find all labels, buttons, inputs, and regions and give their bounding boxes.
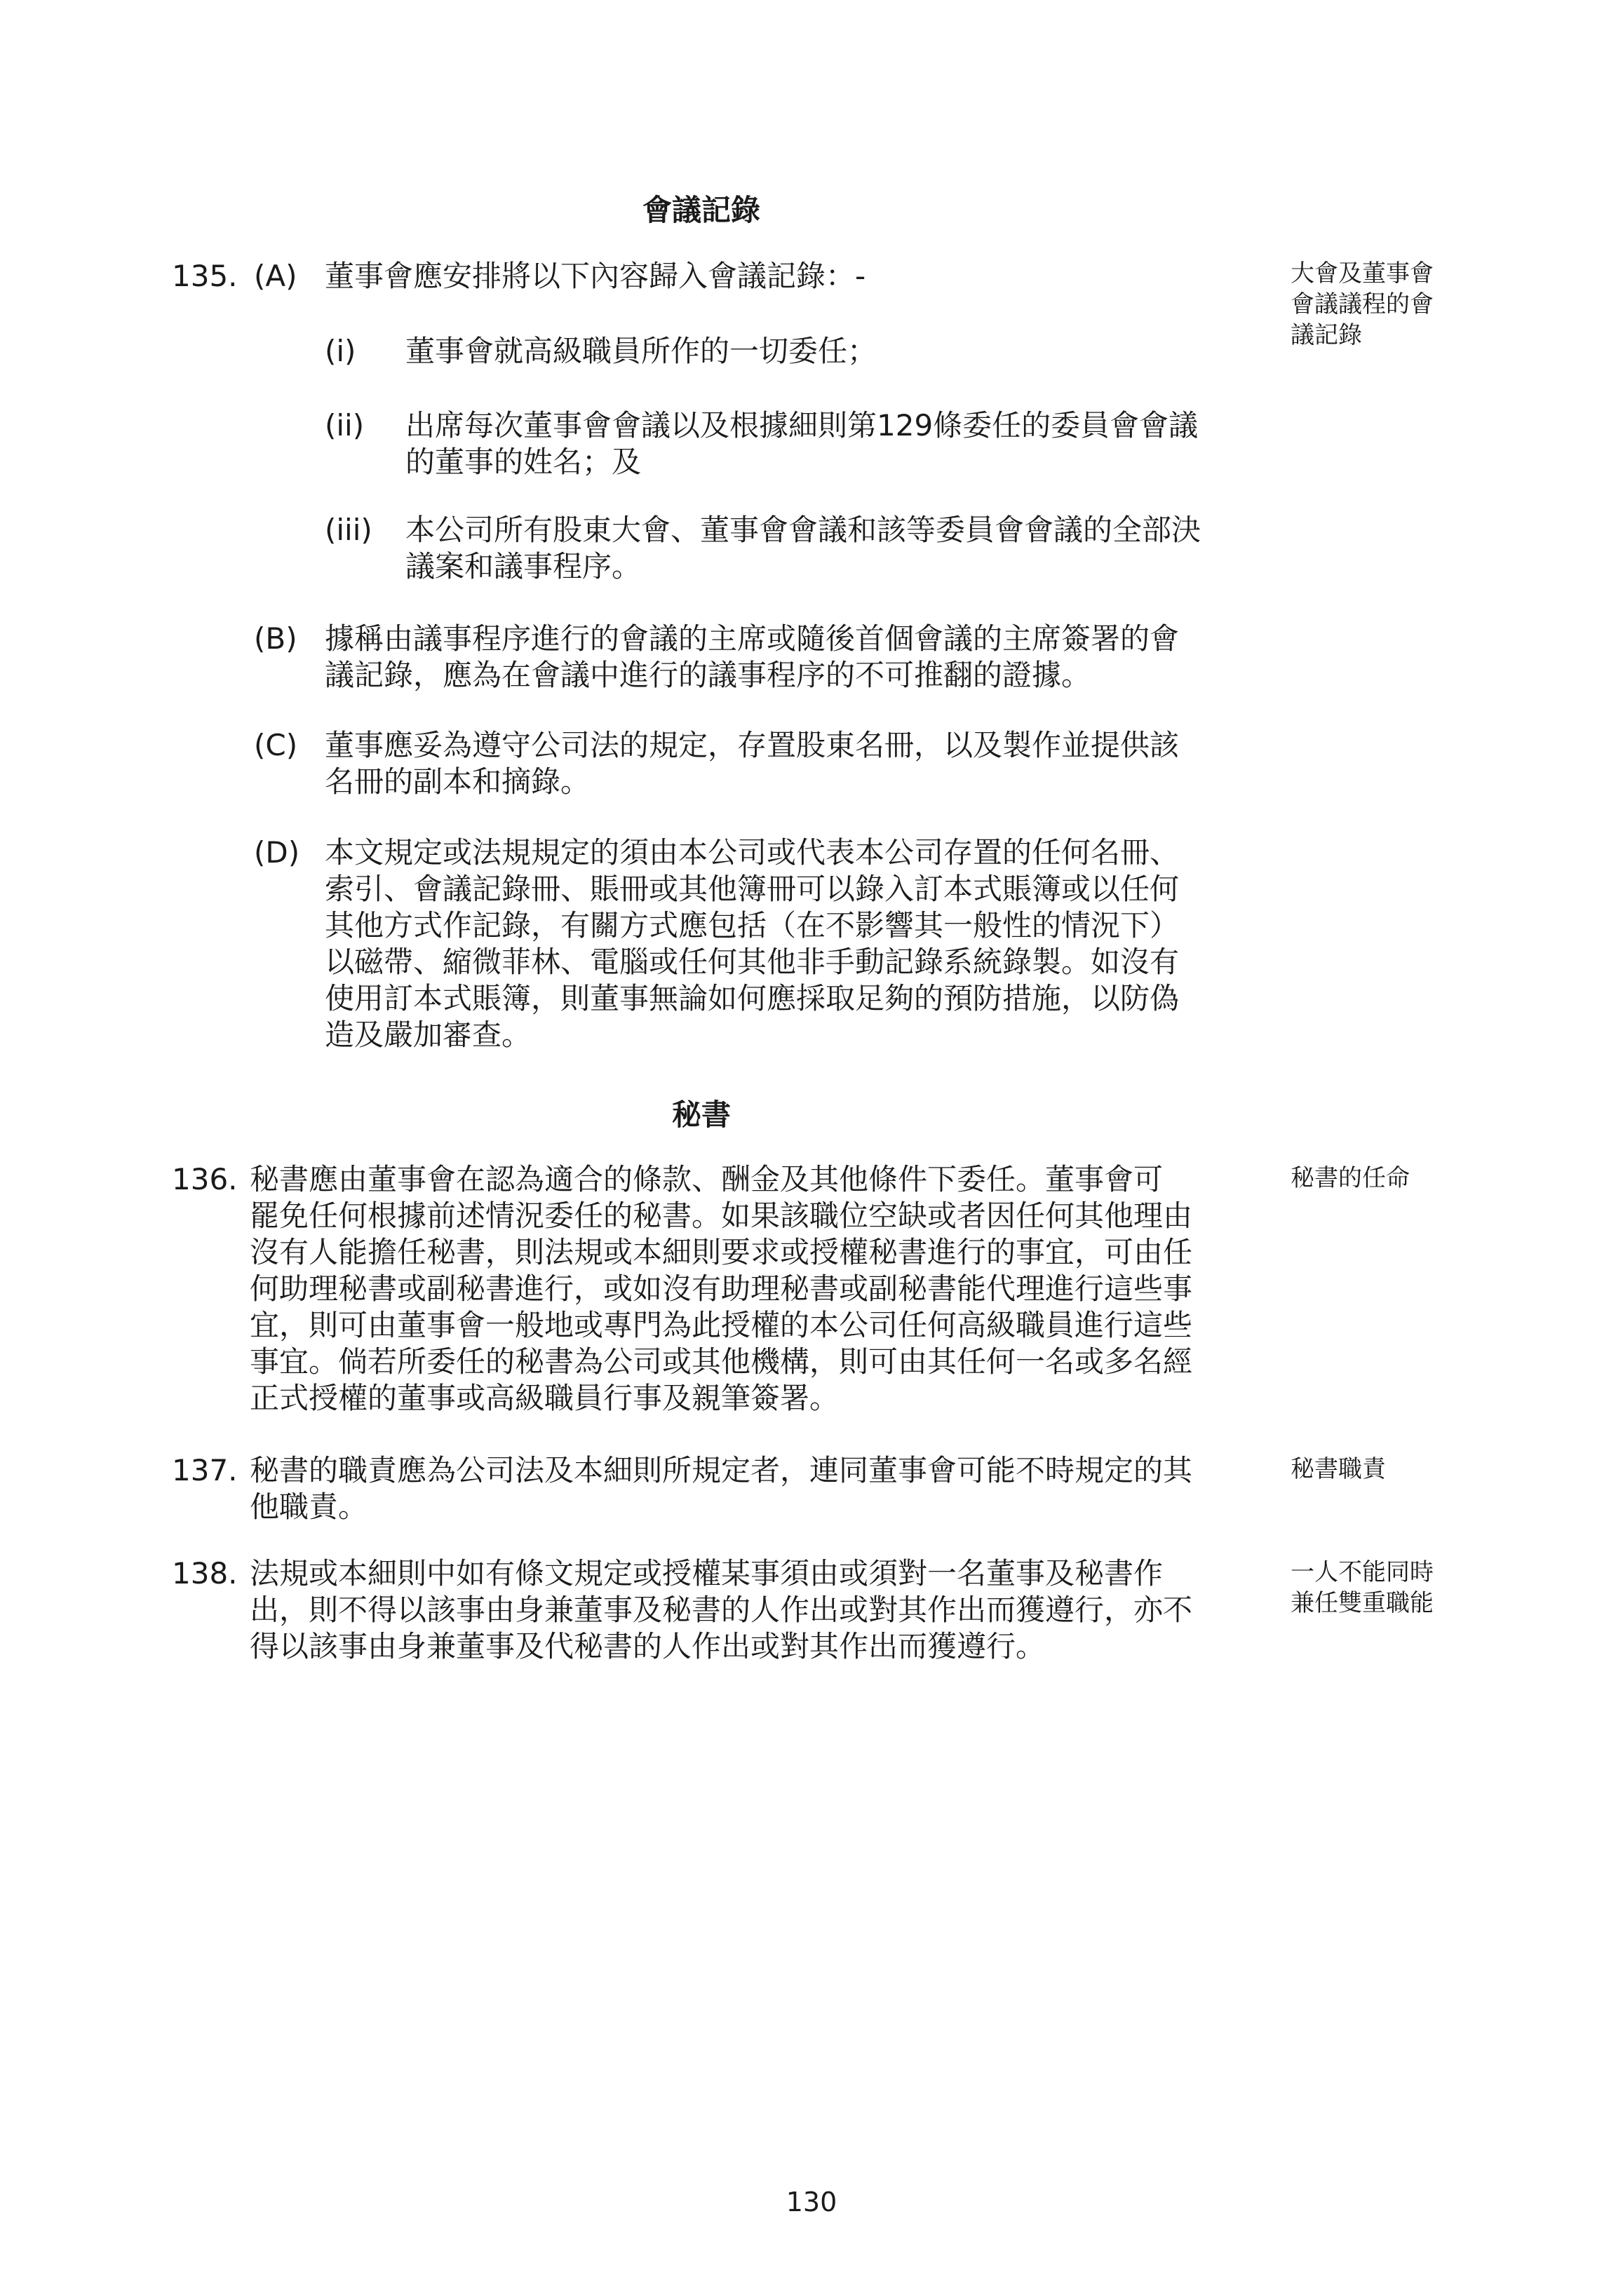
margin-note-minutes — [1291, 258, 1494, 351]
paragraph-text-c — [325, 727, 1179, 800]
item-text-ii — [405, 407, 1198, 480]
article-number-137: 137. — [172, 1453, 238, 1487]
margin-note-line: 秘書職責 — [1291, 1455, 1386, 1483]
text-line: 本文規定或法規規定的須由本公司或代表本公司存置的任何名冊、 — [325, 835, 1180, 870]
text-line: 何助理秘書或副秘書進行，或如沒有助理秘書或副秘書能代理進行這些事 — [250, 1271, 1193, 1306]
margin-note-dual-capacity — [1291, 1557, 1494, 1619]
text-line: 秘書應由董事會在認為適合的條款、酬金及其他條件下委任。董事會可 — [250, 1162, 1164, 1196]
article-number-135: 135. — [172, 259, 238, 293]
paragraph-text-a: 董事會應安排將以下內容歸入會議記錄：- — [325, 259, 866, 293]
text-line: 造及嚴加審查。 — [325, 1018, 532, 1052]
text-line: 出席每次董事會會議以及根據細則第129條委任的委員會會議 — [405, 408, 1199, 443]
text-line: 出，則不得以該事由身兼董事及秘書的人作出或對其作出而獲遵行，亦不 — [250, 1593, 1193, 1627]
margin-note-line: 議記錄 — [1291, 321, 1362, 349]
text-line: 得以該事由身兼董事及代秘書的人作出或對其作出而獲遵行。 — [250, 1629, 1046, 1663]
text-line: 其他方式作記錄，有關方式應包括（在不影響其一般性的情況下） — [325, 908, 1180, 943]
text-line: 議記錄，應為在會議中進行的議事程序的不可推翻的證據。 — [325, 658, 1091, 692]
paragraph-label-c: (C) — [254, 728, 298, 762]
section-heading-minutes: 會議記錄 — [642, 193, 760, 227]
text-line: 法規或本細則中如有條文規定或授權某事須由或須對一名董事及秘書作 — [250, 1556, 1164, 1591]
text-line: 使用訂本式賬簿，則董事無論如何應採取足夠的預防措施，以防偽 — [325, 981, 1180, 1015]
text-line: 名冊的副本和摘錄。 — [325, 764, 591, 799]
article-text-136 — [250, 1161, 1192, 1417]
margin-note-line: 一人不能同時 — [1291, 1558, 1434, 1586]
item-label-iii: (iii) — [325, 513, 372, 547]
text-line: 索引、會議記錄冊、賬冊或其他簿冊可以錄入訂本式賬簿或以任何 — [325, 872, 1180, 906]
margin-note-line: 會議議程的會 — [1291, 290, 1434, 318]
text-line: 沒有人能擔任秘書，則法規或本細則要求或授權秘書進行的事宜，可由任 — [250, 1235, 1193, 1269]
text-line: 董事會就高級職員所作的一切委任； — [405, 334, 877, 368]
paragraph-label-b: (B) — [254, 621, 297, 656]
text-line: 罷免任何根據前述情況委任的秘書。如果該職位空缺或者因任何其他理由 — [250, 1198, 1193, 1233]
margin-note-line: 大會及董事會 — [1291, 259, 1434, 288]
margin-note-secretary-appointment — [1291, 1163, 1494, 1194]
item-label-ii: (ii) — [325, 408, 365, 443]
text-line: 據稱由議事程序進行的會議的主席或隨後首個會議的主席簽署的會 — [325, 621, 1180, 656]
article-number-138: 138. — [172, 1556, 238, 1591]
text-line: 以磁帶、縮微菲林、電腦或任何其他非手動記錄系統錄製。如沒有 — [325, 945, 1180, 979]
paragraph-label-a: (A) — [254, 259, 297, 293]
text-line: 的董事的姓名；及 — [405, 445, 642, 479]
margin-note-line: 秘書的任命 — [1291, 1164, 1410, 1192]
text-line: 他職責。 — [250, 1490, 368, 1524]
article-text-138 — [250, 1555, 1192, 1665]
paragraph-text-d — [325, 835, 1179, 1053]
text-line: 正式授權的董事或高級職員行事及親筆簽署。 — [250, 1381, 840, 1415]
paragraph-text-b — [325, 621, 1179, 694]
text-line: 本公司所有股東大會、董事會會議和該等委員會會議的全部決 — [405, 513, 1201, 547]
text-line: 事宜。倘若所委任的秘書為公司或其他機構，則可由其任何一名或多名經 — [250, 1344, 1193, 1379]
paragraph-label-d: (D) — [254, 835, 300, 870]
article-number-136: 136. — [172, 1162, 238, 1196]
article-text-137 — [250, 1452, 1192, 1525]
margin-note-secretary-duties — [1291, 1454, 1494, 1485]
item-text-iii — [405, 512, 1201, 585]
text-line: 議案和議事程序。 — [405, 549, 642, 583]
section-heading-secretary: 秘書 — [671, 1098, 731, 1132]
text-line: 董事應妥為遵守公司法的規定，存置股東名冊，以及製作並提供該 — [325, 728, 1180, 762]
item-text-i — [405, 333, 877, 370]
page-number: 130 — [786, 2187, 837, 2217]
text-line: 秘書的職責應為公司法及本細則所規定者，連同董事會可能不時規定的其 — [250, 1453, 1193, 1487]
margin-note-line: 兼任雙重職能 — [1291, 1589, 1434, 1617]
item-label-i: (i) — [325, 334, 356, 368]
text-line: 宜，則可由董事會一般地或專門為此授權的本公司任何高級職員進行這些 — [250, 1308, 1193, 1342]
